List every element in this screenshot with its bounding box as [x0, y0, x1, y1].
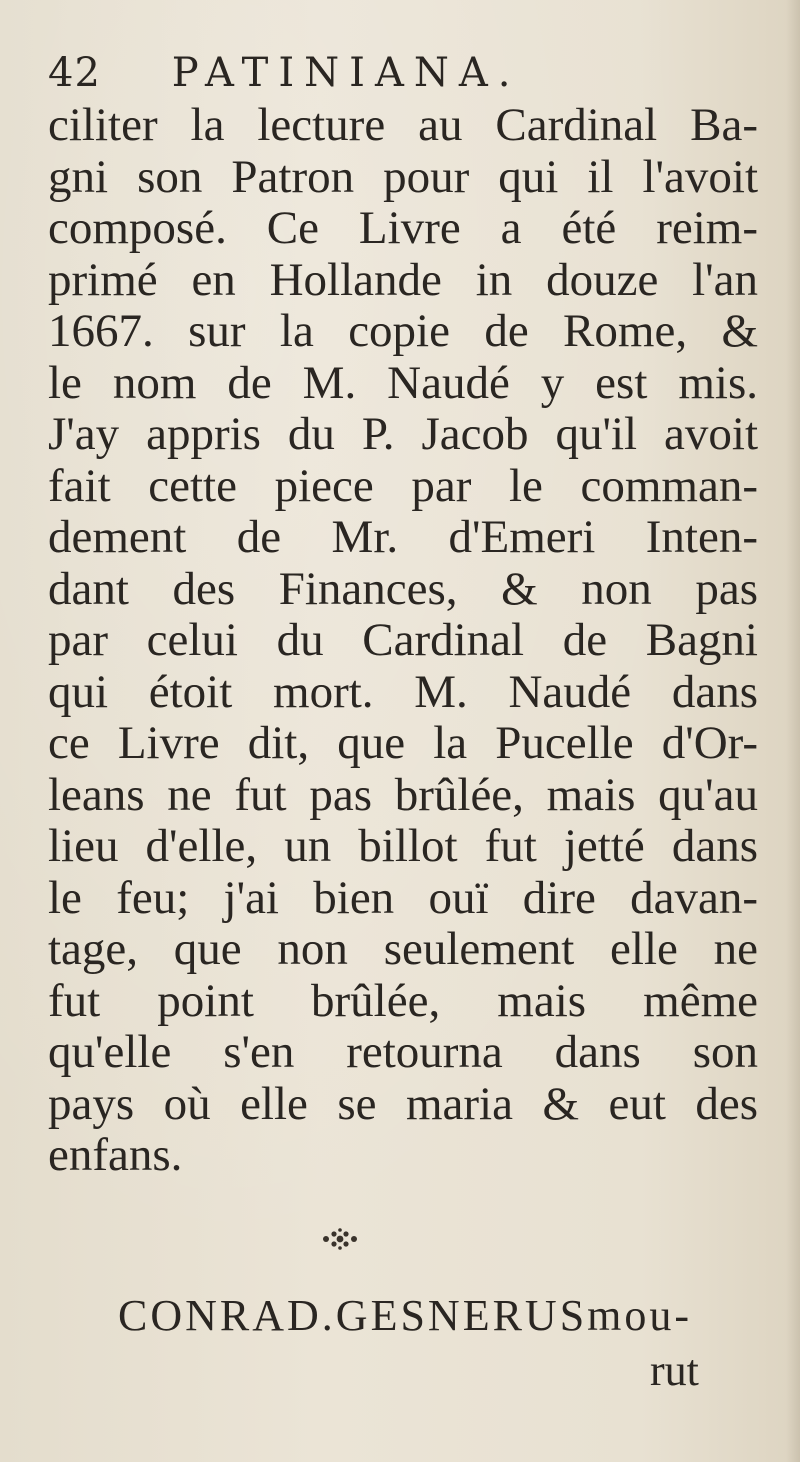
- page-edge-shadow: [786, 0, 800, 1462]
- section-heading: [118, 1290, 722, 1341]
- text-line: fut point brûlée, mais même: [48, 974, 758, 1027]
- text-line: le nom de M. Naudé y est mis.: [48, 356, 758, 409]
- text-line: tage, que non seulement elle ne: [48, 923, 758, 975]
- text-line: ce Livre dit, que la Pucelle d'Or-: [48, 717, 758, 769]
- text-line: pays où elle se maria & eut des: [48, 1077, 758, 1130]
- fleuron-ornament-icon: [318, 1226, 362, 1252]
- text-line: J'ay appris du P. Jacob qu'il avoit: [48, 408, 758, 460]
- page-header: [48, 50, 520, 96]
- text-line: ciliter la lecture au Cardinal Ba-: [48, 99, 758, 151]
- body-paragraph: [48, 100, 758, 1182]
- heading-continuation: mou-: [587, 1291, 693, 1340]
- running-title: PATINIANA.: [171, 50, 521, 96]
- text-line: leans ne fut pas brûlée, mais qu'au: [48, 768, 758, 821]
- text-line: dement de Mr. d'Emeri Inten-: [48, 511, 758, 563]
- text-line: primé en Hollande in douze l'an: [48, 253, 758, 306]
- catchword: rut: [650, 1346, 699, 1395]
- text-line: composé. Ce Livre a été reim-: [48, 202, 758, 254]
- text-line: qu'elle s'en retourna dans son: [48, 1026, 758, 1078]
- text-line: 1667. sur la copie de Rome, &: [48, 305, 758, 357]
- author-name: CONRAD.GESNERUS: [118, 1291, 588, 1340]
- text-line: gni son Patron pour qui il l'avoit: [48, 150, 758, 203]
- text-line: fait cette piece par le comman-: [48, 459, 758, 512]
- text-line: le feu; j'ai bien ouï dire davan-: [48, 871, 758, 924]
- page-number: 42: [48, 50, 101, 96]
- text-line: par celui du Cardinal de Bagni: [48, 614, 758, 666]
- text-line: lieu d'elle, un billot fut jetté dans: [48, 820, 758, 872]
- text-line-last: enfans.: [48, 1129, 183, 1181]
- text-line: qui étoit mort. M. Naudé dans: [48, 665, 758, 718]
- text-line: dant des Finances, & non pas: [48, 562, 758, 615]
